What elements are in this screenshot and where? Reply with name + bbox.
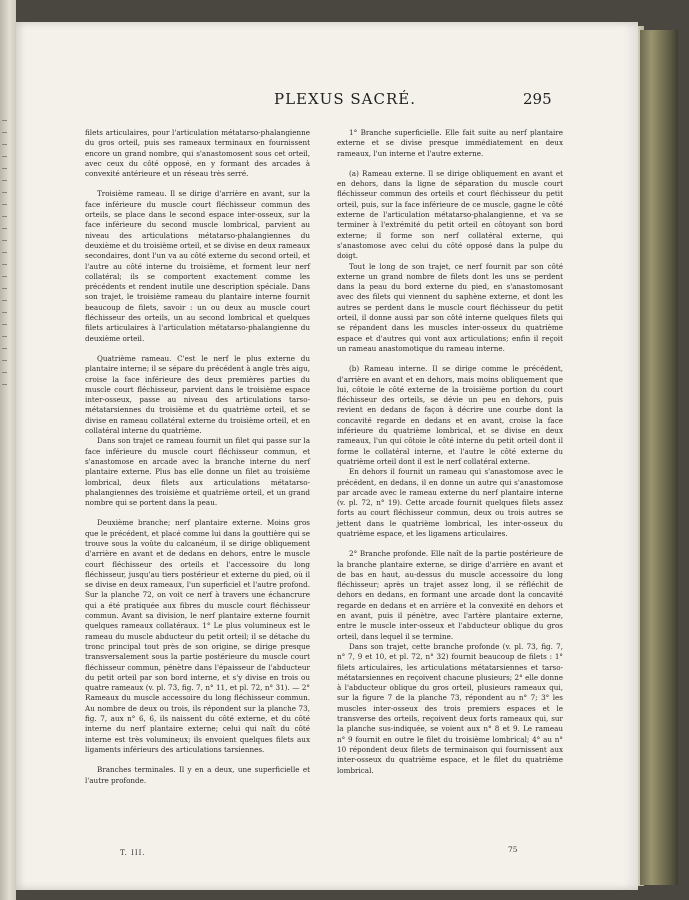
paragraph: Quatrième rameau. C'est le nerf le plus externe du plantaire interne; il se sépare du précédent à angle très aigu, croise la face inférieure des deux premières parties du muscle court fléchisseur, parvient dans le troisième espace inter-osseux, passe au niveau des articulations tarso-métatarsiennes du troisième et du quatrième orteil, et se divise en rameau collatéral externe du troisième orteil, et en collatéral interne du quatrième. <box>85 353 310 436</box>
paragraph: 2° Branche profonde. Elle naît de la partie postérieure de la branche plantaire externe, se dirige d'arrière en avant et de bas en haut, au-dessus du muscle accessoire du long fléchisseur; après un trajet assez long, il se réfléchit de dehors en dedans, en formant une arcade dont la concavité regarde en dedans et en arrière et la convexité en dehors et en avant, puis il pénètre, avec l'artère plantaire externe, entre le muscle inter-osseux et l'abducteur oblique du gros orteil, dans lequel il se termine. <box>337 549 563 641</box>
signature-mark: 75 <box>508 845 518 854</box>
left-column <box>85 128 310 786</box>
paragraph: Dans son trajet ce rameau fournit un filet qui passe sur la face inférieure du muscle court fléchisseur commun, et s'anastomose en arcade avec la branche interne du nerf plantaire externe. Plus bas elle donne un filet au troisième lombrical, deux filets aux articulations métatarso-phalangiennes des troisième et quatrième orteil, et un grand nombre qui se portent dans la peau. <box>85 436 310 508</box>
running-header <box>16 90 638 110</box>
paragraph: En dehors il fournit un rameau qui s'anastomose avec le précédent, en dedans, il en donne un autre qui s'anastomose par arcade avec le rameau externe du nerf plantaire interne (v. pl. 72, n° 19). Cette arcade fournit quelques filets assez forts au court fléchisseur commun, deux ou trois autres se jettent dans le quatrième lombrical, les inter-osseux du quatrième espace, et les ligamens articulaires. <box>337 467 563 538</box>
adjacent-page-edge <box>0 0 16 900</box>
paragraph: Troisième rameau. Il se dirige d'arrière en avant, sur la face inférieure du muscle court fléchisseur commun des orteils, se place dans le second espace inter-osseux, sur la face inférieure du second muscle lombrical, parvient au niveau des articulations métatarso-phalangiennes du deuxième et du troisième orteil, et se divise en deux rameaux secondaires, dont l'un va au côté externe du second orteil, et l'autre au côté interne du troisième, et forment leur nerf collatéral; ils se comportent exactement comme les précédents et rendent inutile une description spéciale. Dans son trajet, le troisième rameau du plantaire interne fournit beaucoup de filets, savoir : un ou deux au muscle court fléchisseur des orteils, un au second lombrical et quelques filets articulaires à l'articulation métatarso-phalangienne du deuxième orteil. <box>85 189 310 343</box>
paragraph: Branches terminales. Il y en a deux, une superficielle et l'autre profonde. <box>85 765 310 785</box>
paragraph: (a) Rameau externe. Il se dirige obliquement en avant et en dehors, dans la ligne de séparation du muscle court fléchisseur commun des orteils et court fléchisseur du petit orteil, puis, sur la face inférieure de ce muscle, gagne le côté externe de l'articulation métatarso-phalangienne, et va se terminer à l'extrémité du petit orteil en côtoyant son bord externe; il forme son nerf collatéral externe, qui s'anastomose avec celui du côté opposé dans la pulpe du doigt. <box>337 168 563 261</box>
page-title: PLEXUS SACRÉ. <box>274 90 416 108</box>
paragraph: 1° Branche superficielle. Elle fait suite au nerf plantaire externe et se divise presque immédiatement en deux rameaux, l'un interne et l'autre externe. <box>337 128 563 158</box>
right-column <box>337 128 563 776</box>
paragraph: Dans son trajet, cette branche profonde (v. pl. 73, fig. 7, n° 7, 9 et 10, et pl. 72, n° 32) fournit beaucoup de filets : 1° filets articulaires, les articulations métatarsiennes et tarso-métatarsiennes en reçoivent chacune plusieurs; 2° elle donne à l'abducteur oblique du gros orteil, plusieurs rameaux qui, sur la figure 7 de la planche 73, répondent au n° 7; 3° les muscles inter-osseux des trois premiers espaces et le transverse des orteils, reçoivent deux forts rameaux qui, sur la planche sus-indiquée, se voient aux n° 8 et 9. Le rameau n° 9 fournit en outre le filet du troisième lombrical; 4° au n° 10 répondent deux filets de terminaison qui fournissent aux inter-osseux du quatrième espace, et le filet du quatrième lombrical. <box>337 641 563 775</box>
paragraph: Tout le long de son trajet, ce nerf fournit par son côté externe un grand nombre de filets dont les uns se perdent dans la peau du bord externe du pied, en s'anastomosant avec des filets qui viennent du saphène externe, et dont les autres se perdent dans le muscle court fléchisseur du petit orteil, il donne aussi par son côté interne quelques filets qui se répandent dans les muscles inter-osseux du quatrième espace et d'autres qui vont aux articulations; enfin il reçoit un rameau anastomotique du rameau interne. <box>337 261 563 353</box>
paragraph: (b) Rameau interne. Il se dirige comme le précédent, d'arrière en avant et en dehors, mais moins obliquement que lui, côtoie le côté externe de la troisième portion du court fléchisseur des orteils, se dévie un peu en dehors, puis revient en dedans de façon à décrire une courbe dont la concavité regarde en dedans et en avant, croise la face inférieure du quatrième lombrical, et se divise en deux rameaux, l'un qui côtoie le côté interne du petit orteil dont il forme le collatéral interne, et l'autre le côté externe du quatrième orteil dont il est le nerf collatéral externe. <box>337 364 563 466</box>
book-spine <box>640 30 678 885</box>
volume-mark: T. III. <box>120 849 146 857</box>
page-number: 295 <box>523 90 552 108</box>
paragraph: Deuxième branche; nerf plantaire externe. Moins gros que le précédent, et placé comme lui dans la gouttière qui se trouve sous la voûte du calcanéum, il se dirige obliquement d'arrière en avant et de dedans en dehors, entre le muscle court fléchisseur des orteils et l'accessoire du long fléchisseur, jusqu'au tiers postérieur et externe du pied, où il se divise en deux rameaux, l'un superficiel et l'autre profond. Sur la planche 72, on voit ce nerf à travers une échancrure qui a été pratiquée aux fibres du muscle court fléchisseur commun. Avant sa division, le nerf plantaire externe fournit quelques rameaux collatéraux. 1° Le plus volumineux est le rameau du muscle abducteur du petit orteil; il se détache du tronc principal tout près de son origine, se dirige presque transversalement sous la partie postérieure du muscle court fléchisseur commun, pénètre dans l'épaisseur de l'abducteur du petit orteil par son bord interne, et s'y divise en trois ou quatre rameaux (v. pl. 73, fig. 7, n° 11, et pl. 72, n° 31). — 2° Rameaux du muscle accessoire du long fléchisseur commun. Au nombre de deux ou trois, ils répondent sur la planche 73, fig. 7, aux n° 6, 6, ils naissent du côté externe, et du côté interne du nerf plantaire externe; celui qui naît du côté interne est très volumineux; ils envoient quelques filets aux ligaments inférieurs des articulations tarsiennes. <box>85 518 310 754</box>
paragraph: filets articulaires, pour l'articulation métatarso-phalangienne du gros orteil, puis ses rameaux terminaux en fournissent encore un grand nombre, qui s'anastomosent sous cet orteil, avec ceux du côté opposé, en y formant des arcades à convexité antérieure et un réseau très serré. <box>85 128 310 179</box>
